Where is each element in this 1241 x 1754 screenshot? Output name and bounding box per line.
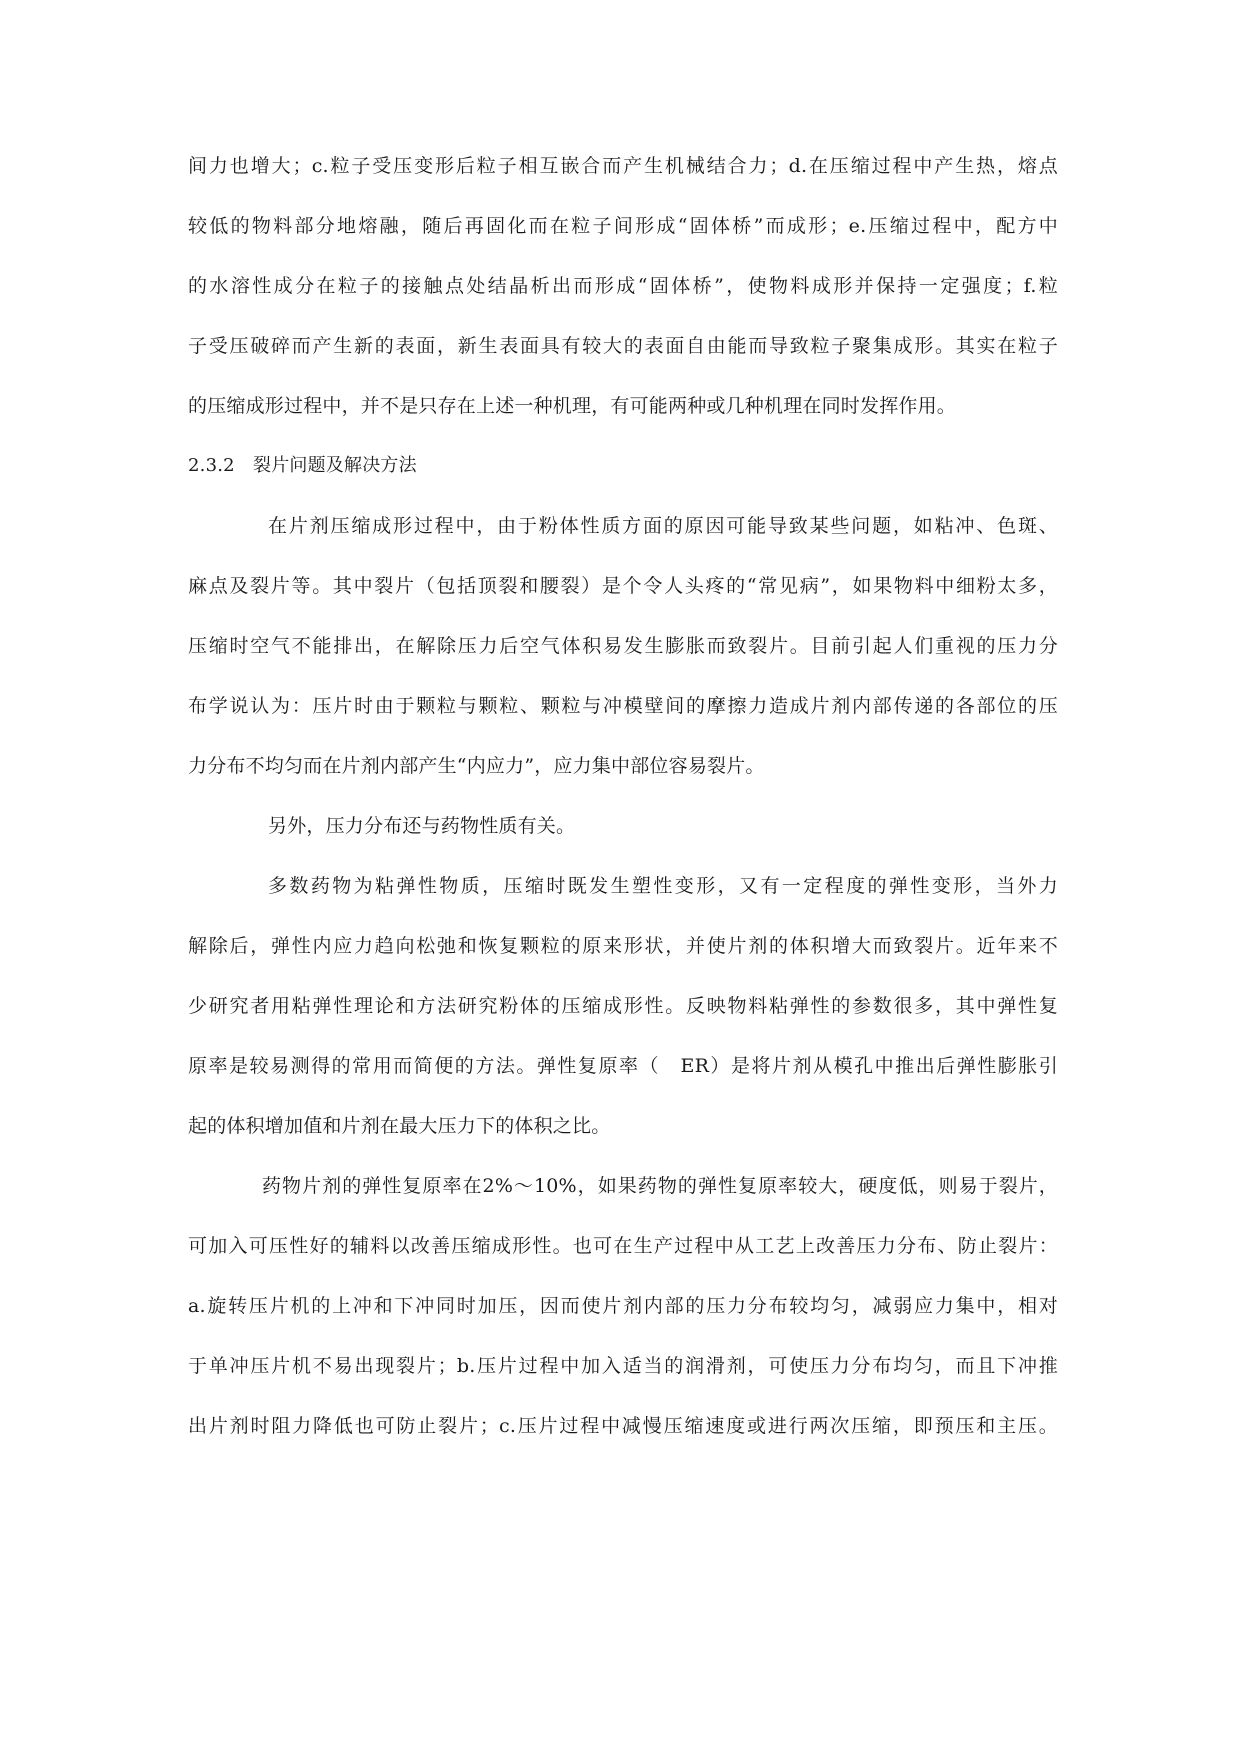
paragraph-line: 麻点及裂片等。其中裂片（包括顶裂和腰裂）是个令人头疼的“常见病”，如果物料中细粉太多，	[188, 575, 1058, 597]
paragraph-line: 出片剂时阻力降低也可防止裂片；c.压片过程中减慢压缩速度或进行两次压缩，即预压和主压。	[188, 1415, 1058, 1437]
paragraph-line: 力分布不均匀而在片剂内部产生“内应力”，应力集中部位容易裂片。	[188, 755, 765, 777]
paragraph-line: 起的体积增加值和片剂在最大压力下的体积之比。	[188, 1115, 611, 1137]
paragraph-line: 解除后，弹性内应力趋向松弛和恢复颗粒的原来形状，并使片剂的体积增大而致裂片。近年来不	[188, 935, 1058, 957]
paragraph-line: 另外，压力分布还与药物性质有关。	[268, 815, 576, 837]
paragraph-line: 布学说认为：压片时由于颗粒与颗粒、颗粒与冲模壁间的摩擦力造成片剂内部传递的各部位的压	[188, 695, 1058, 717]
paragraph-line: 可加入可压性好的辅料以改善压缩成形性。也可在生产过程中从工艺上改善压力分布、防止裂片：	[188, 1235, 1058, 1257]
paragraph-line: a.旋转压片机的上冲和下冲同时加压，因而使片剂内部的压力分布较均匀，减弱应力集中，相对	[188, 1295, 1058, 1317]
paragraph-line: 的水溶性成分在粒子的接触点处结晶析出而形成“固体桥”，使物料成形并保持一定强度；f.粒	[188, 275, 1058, 297]
section-heading: 2.3.2 裂片问题及解决方法	[188, 455, 417, 476]
paragraph-line: 原率是较易测得的常用而简便的方法。弹性复原率（ ER）是将片剂从模孔中推出后弹性膨胀引	[188, 1055, 1058, 1077]
paragraph-line: 较低的物料部分地熔融，随后再固化而在粒子间形成“固体桥”而成形；e.压缩过程中，配方中	[188, 215, 1058, 237]
paragraph-line: 压缩时空气不能排出，在解除压力后空气体积易发生膨胀而致裂片。目前引起人们重视的压力分	[188, 635, 1058, 657]
paragraph-line: 在片剂压缩成形过程中，由于粉体性质方面的原因可能导致某些问题，如粘冲、色斑、	[268, 515, 1058, 537]
paragraph-line: 子受压破碎而产生新的表面，新生表面具有较大的表面自由能而导致粒子聚集成形。其实在粒子	[188, 335, 1058, 357]
paragraph-line: 少研究者用粘弹性理论和方法研究粉体的压缩成形性。反映物料粘弹性的参数很多，其中弹性复	[188, 995, 1058, 1017]
paragraph-line: 多数药物为粘弹性物质，压缩时既发生塑性变形，又有一定程度的弹性变形，当外力	[268, 875, 1058, 897]
paragraph-line: 于单冲压片机不易出现裂片；b.压片过程中加入适当的润滑剂，可使压力分布均匀，而且下冲推	[188, 1355, 1058, 1377]
paragraph-line: 间力也增大；c.粒子受压变形后粒子相互嵌合而产生机械结合力；d.在压缩过程中产生热，熔点	[188, 155, 1058, 177]
paragraph-line: 的压缩成形过程中，并不是只存在上述一种机理，有可能两种或几种机理在同时发挥作用。	[188, 395, 957, 417]
paragraph-line: 药物片剂的弹性复原率在2%～10%，如果药物的弹性复原率较大，硬度低，则易于裂片，	[262, 1175, 1058, 1197]
